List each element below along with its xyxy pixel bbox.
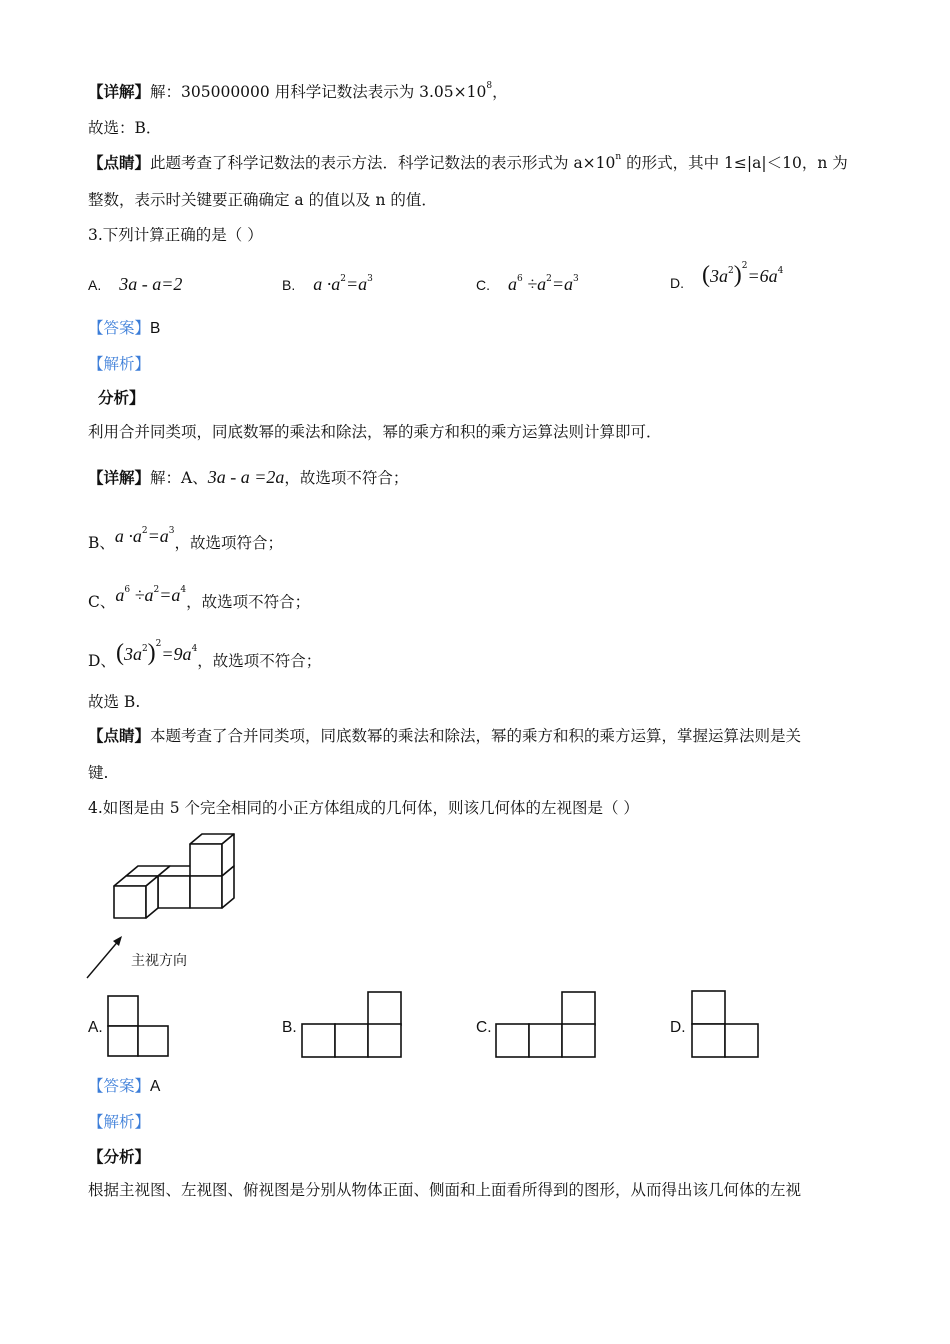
- q3-detail-c-rhs-exp: 4: [180, 585, 187, 595]
- q4-analysis-tag: 【解析】: [88, 1113, 151, 1131]
- q3-detail-b-post: ，故选项符合；: [174, 534, 284, 552]
- q4-answer-line: [88, 1076, 160, 1097]
- q4-option-b-label: B.: [282, 1019, 297, 1036]
- q4-option-d-label: D.: [670, 1019, 686, 1036]
- q3-detail-d-inner-exp: 2: [141, 644, 148, 654]
- q3-option-d: [670, 262, 783, 289]
- q3-answer-line: [88, 318, 160, 339]
- q2-detail-tag: 【详解】: [88, 82, 151, 101]
- q3-detail-d-open: (: [115, 640, 124, 666]
- q4-option-c-label: C.: [476, 1019, 492, 1036]
- q3-comment-line2: 键.: [88, 764, 109, 782]
- q3-choice: 故选 B.: [88, 693, 141, 711]
- q3-option-d-rhs: =6a: [747, 266, 778, 286]
- q3-detail-d-post: ，故选项不符合；: [197, 652, 322, 670]
- q2-comment-exp: n: [615, 152, 622, 162]
- q3-detail-c-math: a: [115, 585, 125, 605]
- q3-detail-a: [88, 467, 408, 488]
- q4-answer-value: A: [150, 1078, 161, 1095]
- q3-option-b-rhs: =a: [345, 274, 368, 294]
- q3-detail-b-exp: 2: [141, 526, 148, 536]
- q4-direction-label: 主视方向: [131, 952, 187, 968]
- q3-option-c-rhs-exp: 3: [573, 274, 579, 284]
- q3-option-d-open: (: [702, 262, 710, 288]
- q3-option-a: [88, 274, 182, 295]
- q3-option-a-rhs: =2: [161, 274, 183, 294]
- q4-cube-front-mid1: [158, 876, 190, 908]
- q3-detail-d: [88, 634, 321, 674]
- q3-answer-tag: 【答案】: [88, 319, 151, 337]
- q3-option-d-outer-exp: 2: [741, 261, 748, 271]
- q3-option-b-lhs: a ·a: [313, 274, 341, 294]
- q3-detail-d-outer-exp: 2: [155, 639, 162, 649]
- q4-fenxi-tag: 【分析】: [88, 1147, 151, 1166]
- q3-comment-line1: [88, 726, 801, 746]
- q3-option-b-rhs-exp: 3: [367, 274, 373, 284]
- q3-option-c-label: C.: [476, 277, 490, 293]
- q3-detail-d-close: ): [147, 640, 156, 666]
- q4-cube-front-left: [114, 886, 146, 918]
- q3-option-d-close: ): [733, 262, 742, 288]
- q3-detail-b-pre: B、: [88, 534, 115, 552]
- q3-option-b-label: B.: [282, 277, 296, 293]
- q3-detail-b-rhs: =a: [147, 526, 169, 546]
- q3-option-c: [476, 274, 579, 295]
- q3-detail-c-pre: C、: [88, 593, 116, 611]
- q3-detail-c-rhs: =a: [159, 585, 181, 605]
- q4-stem: 4.如图是由 5 个完全相同的小正方体组成的几何体，则该几何体的左视图是（ ）: [88, 799, 639, 817]
- q3-analysis-tag: 【解析】: [88, 355, 151, 373]
- q3-option-c-lhs: a: [508, 274, 517, 294]
- q4-direction-arrow-head: [113, 936, 122, 946]
- q3-detail-a-math: 3a - a =2a: [207, 467, 285, 487]
- q3-detail-b-rhs-exp: 3: [168, 526, 175, 536]
- q3-option-b-exp: 2: [340, 274, 346, 284]
- q3-detail-d-pre: D、: [88, 652, 116, 670]
- q3-detail-a-pre: 解：A、: [150, 469, 208, 487]
- q4-direction-arrow: [87, 939, 120, 978]
- q3-detail-a-post: ，故选项不符合；: [284, 469, 409, 487]
- q3-stem: 3.下列计算正确的是（ ）: [88, 226, 263, 244]
- q3-fenxi-tag: 分析】: [98, 388, 145, 407]
- q4-cube-front-tall-upper: [190, 844, 222, 876]
- q2-choice: 故选：B．: [88, 119, 162, 137]
- q3-option-d-inner: 3a: [710, 266, 728, 286]
- q3-comment-tag: 【点睛】: [88, 726, 151, 745]
- q4-answer-tag: 【答案】: [88, 1077, 151, 1095]
- q4-cube-front-mid2: [190, 876, 222, 908]
- q2-comment-text1-post: 的形式，其中 1≤|a|＜10，n 为: [621, 154, 848, 172]
- q4-fenxi-text: 根据主视图、左视图、俯视图是分别从物体正面、侧面和上面看所得到的图形，从而得出该几何体的左视: [88, 1181, 802, 1199]
- q3-option-c-exp2: 2: [546, 274, 552, 284]
- q4-option-c-figure: [495, 991, 595, 1057]
- q3-detail-d-rhs-exp: 4: [191, 644, 198, 654]
- q2-comment-text1: 此题考查了科学记数法的表示方法．科学记数法的表示形式为 a×10: [150, 154, 616, 172]
- q3-detail-c-exp2: 2: [153, 585, 160, 595]
- q4-option-d-figure: [691, 990, 759, 1058]
- q2-detail-line: [88, 82, 508, 102]
- q2-detail-text: 解：305000000 用科学记数法表示为 3.05×10: [150, 83, 487, 101]
- q3-option-a-lhs: 3a - a: [119, 274, 162, 294]
- q3-option-c-rhs: =a: [551, 274, 574, 294]
- q2-comment-line1: [88, 153, 848, 173]
- q3-option-d-label: D.: [670, 275, 684, 291]
- q2-detail-exp: 8: [486, 81, 493, 91]
- q3-option-c-exp1: 6: [517, 274, 523, 284]
- q4-option-a-figure: [107, 995, 169, 1057]
- q3-detail-b-lhs: a ·a: [114, 526, 142, 546]
- q3-detail-tag: 【详解】: [88, 468, 151, 487]
- q3-detail-c: [88, 578, 310, 613]
- q3-fenxi-text: 利用合并同类项，同底数幂的乘法和除法，幂的乘方和积的乘方运算法则计算即可．: [88, 423, 662, 441]
- q2-comment-tag: 【点睛】: [88, 153, 151, 172]
- q2-detail-post: ，: [492, 83, 508, 101]
- q3-option-b: [282, 274, 373, 295]
- q3-detail-c-mid: ÷a: [130, 585, 154, 605]
- q3-answer-value: B: [150, 320, 161, 337]
- q4-option-a-label: A.: [88, 1019, 103, 1036]
- q3-detail-b: [88, 519, 283, 554]
- q3-option-d-inner-exp: 2: [728, 266, 734, 276]
- q3-detail-c-post: ，故选项不符合；: [186, 593, 311, 611]
- q3-option-c-mid: ÷a: [522, 274, 547, 294]
- q3-detail-d-rhs: =9a: [161, 644, 192, 664]
- q3-detail-d-inner: 3a: [123, 644, 142, 664]
- q3-option-d-rhs-exp: 4: [777, 266, 784, 276]
- q3-detail-c-exp1: 6: [124, 585, 131, 595]
- q4-option-b-figure: [301, 991, 401, 1057]
- q2-comment-line2: 整数，表示时关键要正确确定 a 的值以及 n 的值．: [88, 191, 437, 209]
- q3-option-a-label: A.: [88, 277, 102, 293]
- q3-comment-text1: 本题考查了合并同类项，同底数幂的乘法和除法，幂的乘方和积的乘方运算，掌握运算法则是关: [150, 727, 802, 745]
